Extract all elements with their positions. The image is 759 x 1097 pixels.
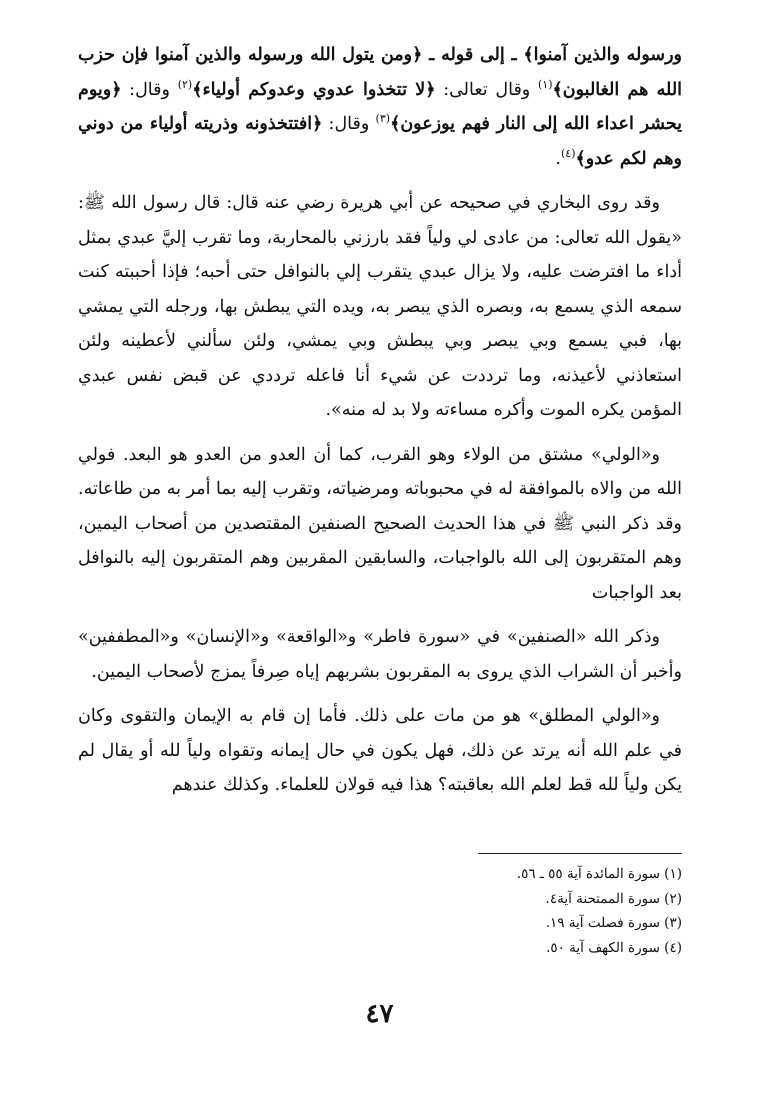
main-text <box>78 38 682 813</box>
text-run: و«الولي المطلق» هو من مات على ذلك. فأما إن قام به الإيمان والتقوى وكان في علم الله أنه يرتد عن ذلك، فهل يكون في حال إيمانه وتقواه ولياً لله أو يقال لم يكن ولياً لله قط لعلم الله بعاقبته؟ هذا فيه قولان للعلماء. وكذلك عندهم <box>78 706 682 795</box>
quran-quote: ﴿افتتخذونه وذريته أولياء من دوني وهم لكم عدو﴾ <box>78 114 682 169</box>
footnote-item: (٣) سورة فصلت آية ١٩. <box>545 915 682 931</box>
text-run: وقال: <box>322 114 376 134</box>
footnote-ref: (٢) <box>177 77 193 91</box>
paragraph-p5 <box>78 699 682 803</box>
text-run: وقال: <box>121 79 178 100</box>
text-run: و«الولي» مشتق من الولاء وهو القرب، كما أن العدو من العدو هو البعد. فولي الله من والاه بالموافقة له في محبوباته ومرضياته، وتقرب إليه بما أمر به من طاعاته. وقد ذكر النبي ﷺ في هذا الحديث الصحيح الصنفين المقتصدين من أصحاب اليمين، وهم المتقربون إلى الله بالواجبات، والسابقين المقربين وهم المتقربون إليه بالنوافل بعد الواجبات <box>78 444 682 603</box>
footnote-item: (٤) سورة الكهف آية ٥٠. <box>546 939 682 956</box>
text-run: وقال تعالى: <box>435 79 538 100</box>
footnote-separator <box>478 853 682 854</box>
footnote-item: (١) سورة المائدة آية ٥٥ ـ ٥٦. <box>516 866 682 882</box>
page-number: ٤٧ <box>365 999 394 1029</box>
text-run: وذكر الله «الصنفين» في «سورة فاطر» و«الواقعة» و«الإنسان» و«المطففين» وأخبر أن الشراب الذي يروى به المقربون بشربهم إياه صِرفاً يمزج لأصحاب اليمين. <box>78 627 682 682</box>
paragraph-p2 <box>78 186 682 428</box>
footnote-ref: (١) <box>538 77 553 91</box>
quran-quote: ورسوله والذين آمنوا﴾ ـ إلى قوله ـ ﴿ومن يتول الله ورسوله والذين آمنوا فإن حزب الله هم الغالبون﴾ <box>78 45 683 100</box>
quran-quote: ﴿لا تتخذوا عدوي وعدوكم أولياء﴾ <box>192 79 436 100</box>
paragraph-p3 <box>78 438 682 611</box>
paragraph-p1 <box>78 38 682 176</box>
footnote-item: (٢) سورة الممتحنة آية٤. <box>545 890 682 907</box>
paragraph-p4 <box>78 620 682 689</box>
footnote-ref: (٤) <box>560 146 576 160</box>
quran-quote: ﴿ويوم يحشر اعداء الله إلى النار فهم يوزعون﴾ <box>78 79 682 134</box>
footnotes <box>300 862 682 960</box>
text-run: . <box>555 148 561 169</box>
text-run: وقد روى البخاري في صحيحه عن أبي هريرة رضي عنه قال: قال رسول الله ﷺ: «يقول الله تعالى: من عادى لي ولياً فقد بارزني بالمحاربة، وما تقرب إليَّ عبدي بمثل أداء ما افترضت عليه، ولا يزال عبدي يتقرب إلي بالنوافل حتى أحبه؛ فإذا أحببته كنت سمعه الذي يسمع به، وبصره الذي يبصر به، ويده التي يبطش بها، ورجله التي يمشي بها، فبي يسمع وبي يبصر وبي يبطش وبي يمشي، ولئن سألني لأعطينه ولئن استعاذني لأعيذنه، وما ترددت عن شيء أنا فاعله ترددي عن قبض نفس عبدي المؤمن يكره الموت وأكره مساءته ولا بد له منه». <box>78 193 682 420</box>
footnote-ref: (٣) <box>375 112 391 126</box>
